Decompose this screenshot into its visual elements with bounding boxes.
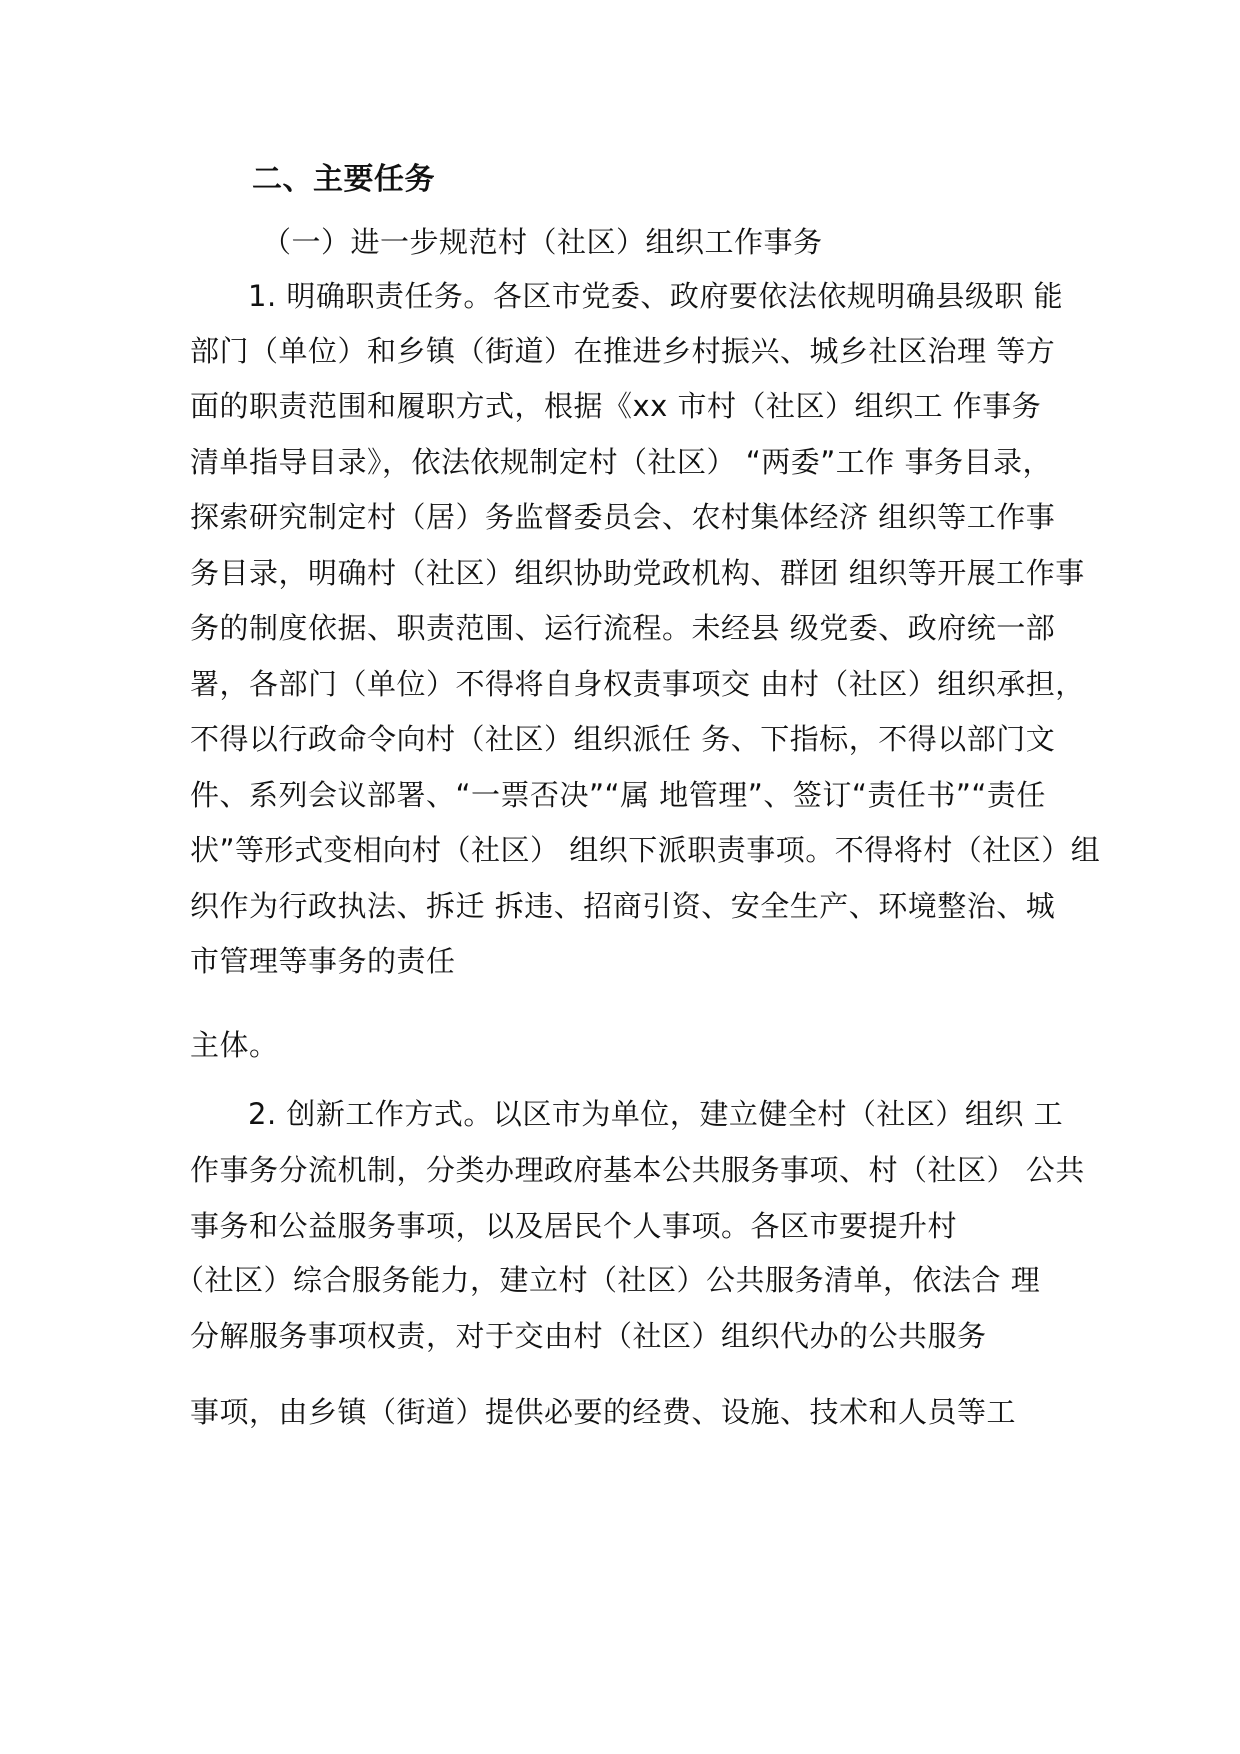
paragraph-line: 状”等形式变相向村（社区） 组织下派职责事项。不得将村（社区）组: [190, 833, 1101, 867]
paragraph-line: 事项，由乡镇（街道）提供必要的经费、设施、技术和人员等工: [190, 1395, 1017, 1429]
paragraph-line: 务的制度依据、职责范围、运行流程。未经县 级党委、政府统一部: [190, 611, 1056, 645]
paragraph-line: 务目录，明确村（社区）组织协助党政机构、群团 组织等开展工作事: [190, 556, 1085, 590]
paragraph-line: 2. 创新工作方式。以区市为单位，建立健全村（社区）组织 工: [248, 1097, 1064, 1131]
paragraph-line: 作事务分流机制，分类办理政府基本公共服务事项、村（社区） 公共: [190, 1153, 1085, 1187]
paragraph-line: （社区）综合服务能力，建立村（社区）公共服务清单，依法合 理: [175, 1263, 1041, 1297]
paragraph-line: 分解服务事项权责，对于交由村（社区）组织代办的公共服务: [190, 1319, 987, 1353]
paragraph-line: 织作为行政执法、拆迁 拆违、招商引资、安全生产、环境整治、城: [190, 889, 1056, 923]
paragraph-line: 署，各部门（单位）不得将自身权责事项交 由村（社区）组织承担，: [190, 667, 1085, 701]
paragraph-line: 探索研究制定村（居）务监督委员会、农村集体经济 组织等工作事: [190, 500, 1056, 534]
paragraph-line: 不得以行政命令向村（社区）组织派任 务、下指标，不得以部门文: [190, 722, 1056, 756]
paragraph-line: 1. 明确职责任务。各区市党委、政府要依法依规明确县级职 能: [248, 279, 1064, 313]
paragraph-line: 市管理等事务的责任: [190, 944, 456, 978]
paragraph-line: 部门（单位）和乡镇（街道）在推进乡村振兴、城乡社区治理 等方: [190, 334, 1056, 368]
paragraph-line: 事务和公益服务事项，以及居民个人事项。各区市要提升村: [190, 1209, 958, 1243]
paragraph-line: 主体。: [190, 1028, 279, 1062]
paragraph-line: 清单指导目录》，依法依规制定村（社区） “两委”工作 事务目录，: [190, 445, 1052, 479]
subsection-heading: （一）进一步规范村（社区）组织工作事务: [262, 225, 823, 259]
paragraph-line: 件、系列会议部署、“一票否决”“属 地管理”、签订“责任书”“责任: [190, 778, 1046, 812]
section-heading: 二、主要任务: [252, 162, 435, 197]
paragraph-line: 面的职责范围和履职方式，根据《xx 市村（社区）组织工 作事务: [190, 389, 1042, 423]
